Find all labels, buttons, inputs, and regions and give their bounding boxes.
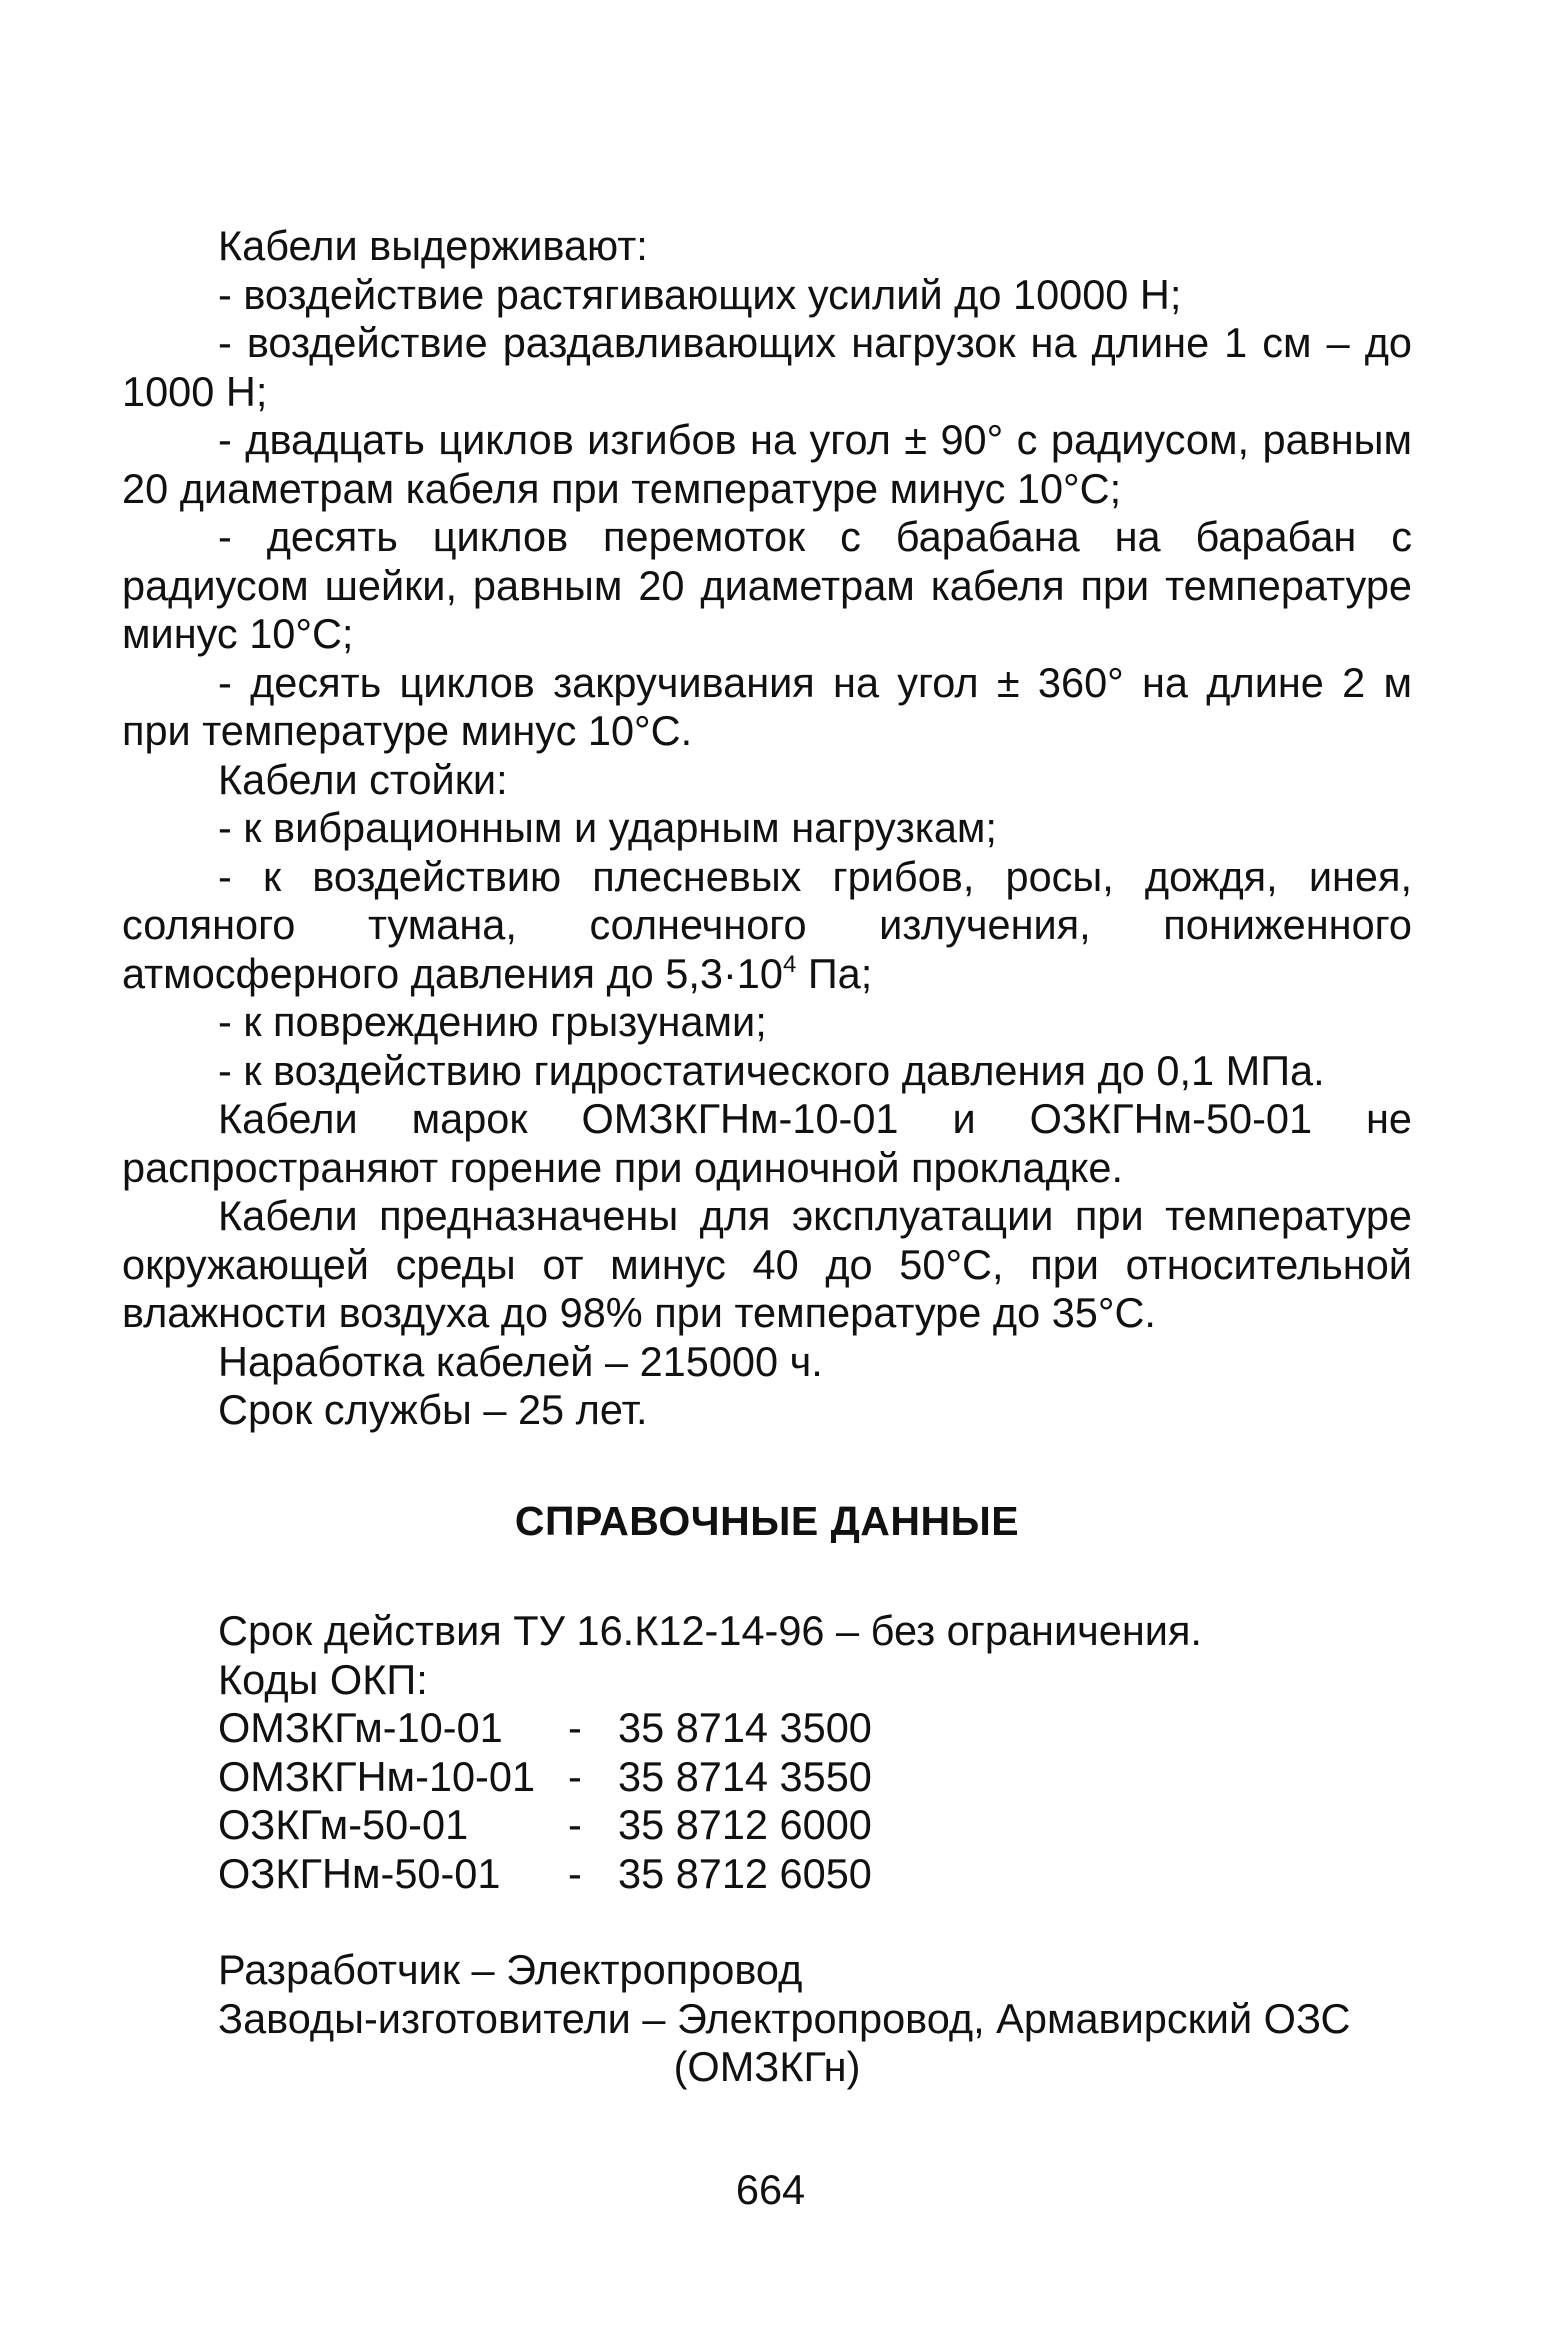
dash: - [568,1849,582,1897]
withstand-item-4: - десять циклов перемоток с барабана на барабан с радиусом шейки, равным 20 диаметрам кабеля при температуре минус 10°С; [122,513,1412,657]
withstand-item-2: - воздействие раздавливающих нагрузок на длине 1 см – до 1000 Н; [122,319,1412,415]
withstand-item-1: - воздействие растягивающих усилий до 10000 Н; [218,270,1182,318]
exponent: 4 [782,950,797,978]
okp-codes-table [122,1704,1412,1898]
okp-code: 35 8714 3550 [618,1752,872,1800]
okp-code: 35 8714 3500 [618,1704,872,1751]
okp-label: Коды ОКП: [218,1655,428,1703]
mtbf-line: Наработка кабелей – 215000 ч. [218,1337,823,1385]
resistant-item-1: - к вибрационным и ударным нагрузкам; [218,804,997,851]
resistant-item-4: - к воздействию гидростатического давления до 0,1 МПа. [218,1046,1325,1094]
okp-code-row [122,1753,1412,1802]
section-heading: СПРАВОЧНЫЕ ДАННЫЕ [514,1497,1020,1544]
operation-paragraph: Кабели предназначены для эксплуатации при температуре окружающей среды от минус 40 до 50°С, при относительной влажности воздуха до 98% при температуре до 35°С. [122,1192,1412,1336]
okp-code-row [122,1801,1412,1850]
developer-line: Разработчик – Электропровод [218,1946,803,1993]
okp-code-row [122,1704,1412,1753]
resistant-item-3: - к повреждению грызунами; [218,998,767,1045]
resistant-item-2-text: - к воздействию плесневых грибов, росы, дождя, инея, соляного тумана, солнечного излучения, пониженного атмосферного давления до 5,3·10 [122,852,1412,997]
okp-code-row [122,1850,1412,1899]
page-number: 664 [735,2166,806,2213]
okp-code: 35 8712 6000 [618,1801,872,1848]
spacer [122,1898,1412,1946]
dash: - [568,1704,582,1751]
resistant-item-2 [122,853,1412,999]
withstand-item-3: - двадцать циклов изгибов на угол ± 90° с радиусом, равным 20 диаметрам кабеля при температуре минус 10°С; [122,416,1412,512]
cable-name: ОМЗКГм-10-01 [218,1704,503,1751]
manufacturers-line: Заводы-изготовители – Электропровод, Армавирский ОЗС [218,1994,1351,2042]
okp-code: 35 8712 6050 [618,1849,872,1897]
manufacturers-note: (ОМЗКГн) [673,2043,861,2090]
dash: - [568,1801,582,1848]
withstand-item-5: - десять циклов закручивания на угол ± 360° на длине 2 м при температуре минус 10°С. [122,658,1412,754]
document-page [122,222,1412,2092]
resistant-intro: Кабели стойки: [218,755,508,803]
dash: - [568,1752,582,1800]
cable-name: ОМЗКГНм-10-01 [218,1752,536,1800]
tu-validity-line: Срок действия ТУ 16.К12-14-96 – без ограничения. [218,1607,1202,1654]
withstand-intro: Кабели выдерживают: [218,222,648,269]
resistant-item-2-unit: Па; [796,949,873,997]
cable-name: ОЗКГНм-50-01 [218,1849,501,1897]
fire-paragraph: Кабели марок ОМЗКГНм-10-01 и ОЗКГНм-50-01 не распространяют горение при одиночной прокладке. [122,1095,1412,1191]
service-life-line: Срок службы – 25 лет. [218,1386,648,1433]
cable-name: ОЗКГм-50-01 [218,1801,469,1848]
